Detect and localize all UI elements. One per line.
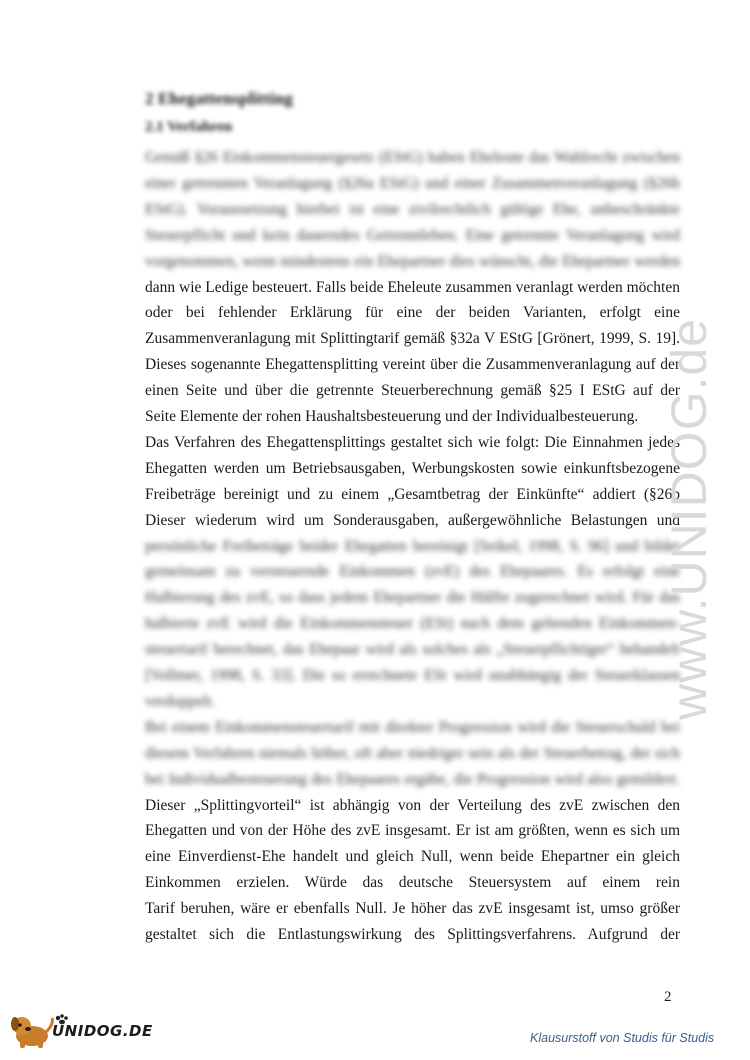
text-line: Zusammenveranlagung mit Splittingtarif gemäß §32a V EStG [Grönert, 1999, S. 19]. (145, 330, 680, 348)
text-line: eine Einverdienst-Ehe handelt und gleich Null, wenn beide Ehepartner ein gleich (145, 848, 680, 866)
section-heading: 2 Ehegattensplitting (145, 89, 293, 108)
text-line: einer getrennten Veranlagung (§26a EStG) und einer Zusammenveranlagung (§26b (145, 174, 680, 192)
text-line: verdoppelt. (145, 692, 216, 710)
text-line: steuertarif berechnet, das Ehepaar wird als solches als „Steuerpflichtiger“ behandelt (145, 641, 680, 659)
text-line: einen Seite und über die getrennte Steuerberechnung gemäß §25 I EStG auf der (145, 382, 680, 400)
watermark: www.UNIDOG.de (661, 318, 717, 720)
text-line: Steuerpflicht und kein dauerndes Getrenntleben. Eine getrennte Veranlagung wird (145, 226, 680, 244)
text-line: Das Verfahren des Ehegattensplittings gestaltet sich wie folgt: Die Einnahmen jedes (145, 433, 680, 451)
text-line: Gemäß §26 Einkommensteuergesetz (EStG) haben Eheleute das Wahlrecht zwischen (145, 149, 680, 166)
dog-mascot-icon (11, 1017, 52, 1048)
text-line: Tarif beruhen, wäre er ebenfalls Null. Je höher das zvE insgesamt ist, umso größer (145, 900, 680, 918)
text-line: dann wie Ledige besteuert. Falls beide Eheleute zusammen veranlagt werden möchten (145, 278, 680, 296)
text-line: Dieses sogenannte Ehegattensplitting vereint über die Zusammenveranlagung auf der (145, 356, 680, 374)
text-line: EStG). Voraussetzung hierbei ist eine zivilrechtlich gültige Ehe, unbeschränkte (145, 200, 680, 218)
text-line: Seite Elemente der rohen Haushaltsbesteuerung und der Individualbesteuerung. (145, 408, 639, 425)
text-line: persönliche Freibeträge beider Ehegatten bereinigt [Seikel, 1998, S. 96] und bildet (145, 537, 680, 555)
text-line: Dieser „Splittingvorteil“ ist abhängig von der Verteilung des zvE zwischen den (145, 796, 680, 814)
text-line: Dieser wiederum wird um Sonderausgaben, außergewöhnliche Belastungen und (145, 511, 680, 529)
text-line: oder bei fehlender Erklärung für eine der beiden Varianten, erfolgt eine (145, 304, 680, 322)
text-line: Ehegatten und von der Höhe des zvE insgesamt. Er ist am größten, wenn es sich um (145, 822, 680, 840)
text-line: Bei einem Einkommensteuertarif mit direkter Progression wird die Steuerschuld bei (145, 718, 680, 736)
text-line: Ehegatten werden um Betriebsausgaben, Werbungskosten sowie einkunftsbezogene (145, 459, 680, 477)
subsection-heading: 2.1 Verfahren (145, 119, 233, 135)
text-line: Freibeträge bereinigt und zu einem „Gesamtbetrag der Einkünfte“ addiert (§26b (145, 485, 680, 503)
text-line: Halbierung des zvE, so dass jedem Ehepartner die Hälfte zugerechnet wird. Für das (145, 589, 680, 607)
text-line: [Vollmer, 1998, S. 33]. Die so errechnete ESt wird unabhängig der Steuerklassen (145, 667, 680, 684)
text-line: vorgenommen, wenn mindestens ein Ehepartner dies wünscht, die Ehepartner werden (145, 252, 680, 270)
text-line: Einkommen erzielen. Würde das deutsche Steuersystem auf einem rein (145, 874, 680, 892)
logo-text: UNIDOG.DE (52, 1022, 153, 1040)
page-number: 2 (664, 989, 672, 1005)
footer-tagline: Klausurstoff von Studis für Studis (530, 1031, 715, 1045)
text-line: gestaltet sich die Entlastungswirkung des Splittingsverfahrens. Aufgrund der (145, 926, 680, 943)
text-line: gemeinsam zu versteuernde Einkommen (zvE) des Ehepaares. Es erfolgt eine (145, 563, 680, 581)
text-line: diesem Verfahren niemals höher, oft aber niedriger sein als der Steuerbetrag, der sich (145, 744, 680, 762)
text-line: halbierte zvE wird die Einkommensteuer (ESt) nach dem geltenden Einkommen- (145, 615, 680, 633)
text-line: bei Individualbesteuerung des Ehepaares ergäbe, die Progression wird also gemildert. (145, 770, 680, 788)
